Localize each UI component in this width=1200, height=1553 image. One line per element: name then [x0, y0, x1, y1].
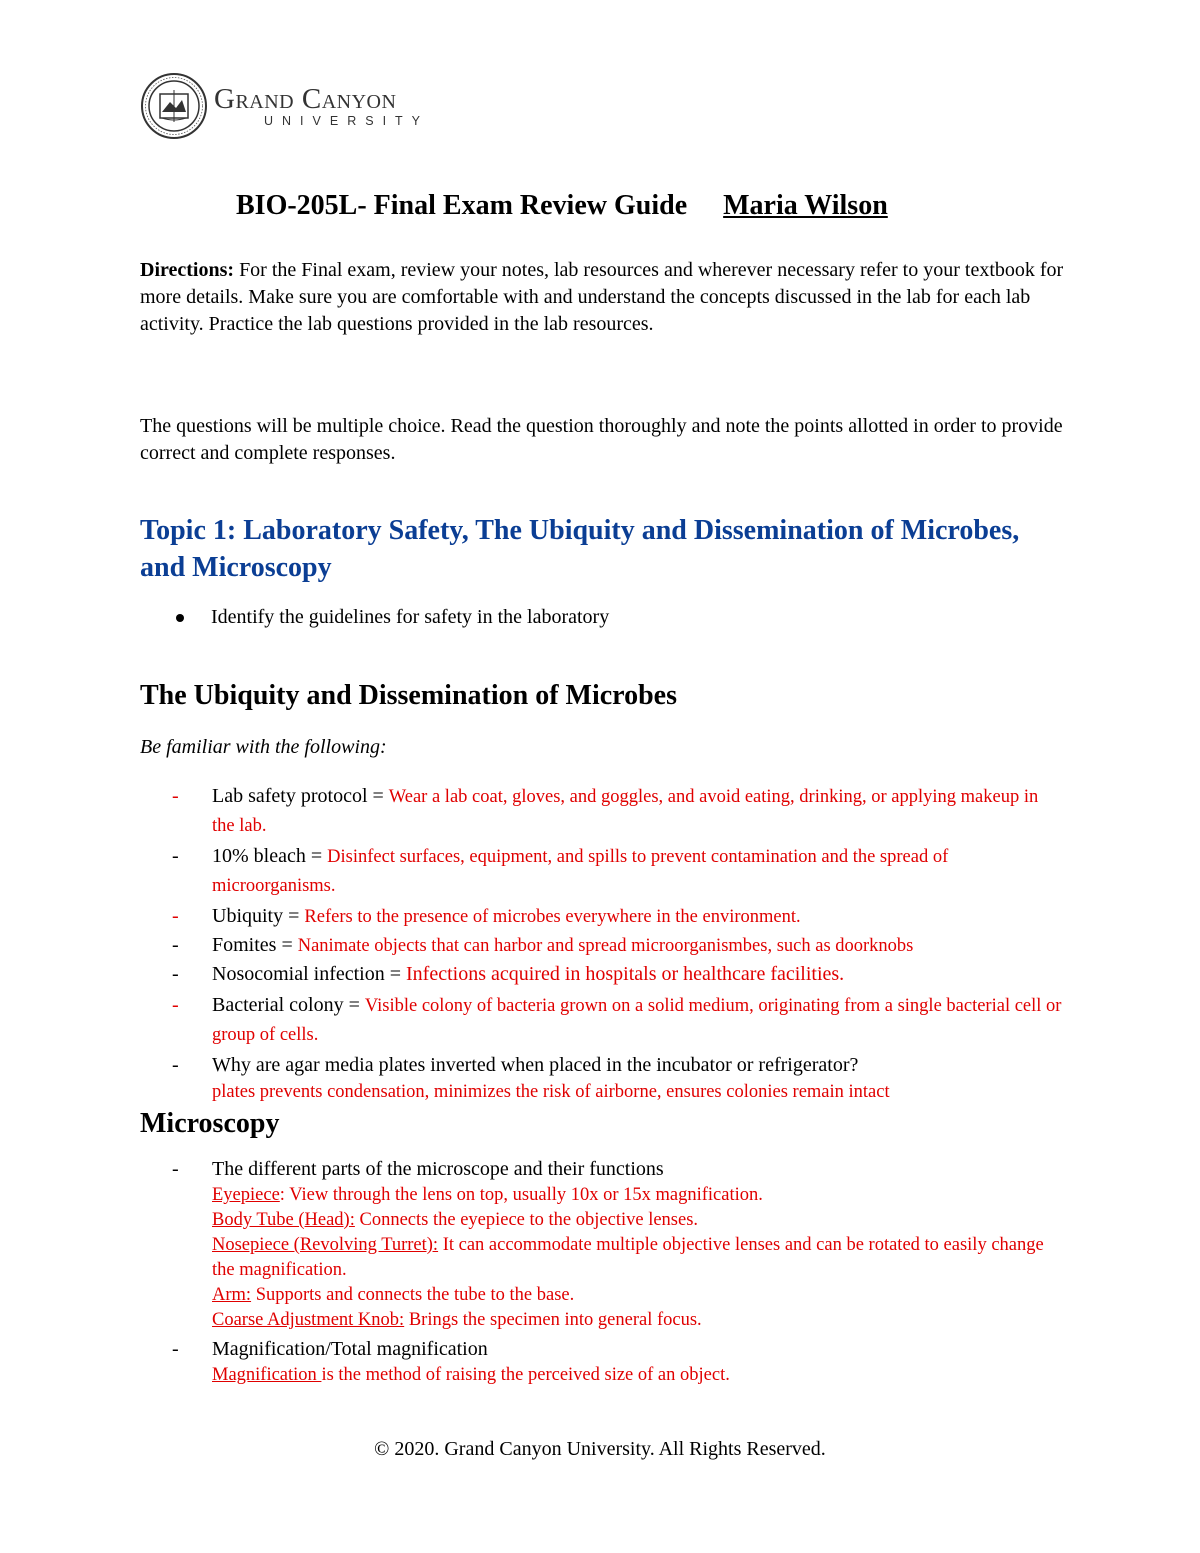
item-term: Fomites =: [212, 934, 298, 956]
topic-heading: [140, 512, 1040, 586]
dash-marker: -: [172, 1054, 179, 1076]
part-line: [212, 1283, 1062, 1308]
part-label: Coarse Adjustment Knob:: [212, 1310, 405, 1330]
item-term: Lab safety protocol =: [212, 785, 389, 807]
dash-marker: -: [172, 934, 179, 956]
item-answer: Infections acquired in hospitals or healthcare facilities.: [406, 963, 845, 985]
university-logo: [140, 72, 429, 140]
part-label: Body Tube (Head):: [212, 1210, 355, 1230]
part-line: [212, 1183, 1062, 1208]
list-item: [172, 991, 1062, 1049]
part-label: Eyepiece: [212, 1185, 280, 1205]
logo-name: Grand Canyon: [214, 83, 397, 115]
dash-marker: -: [172, 963, 179, 985]
bullet-dot-icon: [176, 614, 184, 622]
part-text: : View through the lens on top, usually 10x or 15x magnification.: [279, 1185, 763, 1205]
list-item: [172, 931, 1062, 960]
part-line: [212, 1208, 1062, 1233]
directions-paragraph: [140, 257, 1065, 338]
list-item: [172, 782, 1062, 840]
section-intro: Be familiar with the following:: [140, 736, 387, 758]
ubiquity-list: [172, 782, 1062, 1105]
item-answer: Wear a lab coat, gloves, and goggles, and avoid eating, drinking, or applying makeup in the lab.: [212, 787, 1039, 836]
item-question: Why are agar media plates inverted when placed in the incubator or refrigerator?: [212, 1054, 859, 1076]
directions-text: For the Final exam, review your notes, lab resources and wherever necessary refer to your textbook for more details. Make sure you are comfortable with and understand the concepts discussed in the lab for each lab activity. Practice the lab questions provided in the lab resources.: [140, 259, 1064, 335]
topic-bullet: [176, 606, 609, 629]
part-text: Connects the eyepiece to the objective lenses.: [354, 1210, 699, 1230]
university-seal-icon: [140, 72, 208, 140]
list-item: [172, 1335, 1062, 1388]
list-item: [172, 1155, 1062, 1333]
mag-label: Magnification: [212, 1365, 322, 1385]
dash-marker: -: [172, 785, 179, 807]
microscopy-list: [172, 1155, 1062, 1388]
footer-copyright: © 2020. Grand Canyon University. All Rights Reserved.: [374, 1438, 826, 1460]
part-text: Supports and connects the tube to the base.: [251, 1285, 575, 1305]
topic-heading-text: Topic 1: Laboratory Safety, The Ubiquity and Dissemination of Microbes, and Microscopy: [140, 515, 1020, 583]
directions-label: Directions:: [140, 259, 235, 281]
item-term: Bacterial colony =: [212, 994, 365, 1016]
dash-marker: -: [172, 1158, 179, 1180]
item-text: The different parts of the microscope and their functions: [212, 1158, 664, 1180]
document-title: [236, 190, 888, 222]
list-item: [172, 902, 1062, 931]
item-term: Nosocomial infection =: [212, 963, 407, 985]
topic-bullet-text: Identify the guidelines for safety in the laboratory: [211, 606, 610, 628]
author-name: Maria Wilson: [723, 190, 888, 221]
part-text: It can accommodate multiple objective lenses and can be rotated to easily change the magnification.: [212, 1235, 1044, 1280]
section-heading-microscopy: Microscopy: [140, 1108, 280, 1139]
course-title: BIO-205L- Final Exam Review Guide: [236, 190, 688, 221]
dash-marker: -: [172, 845, 179, 867]
item-term: 10% bleach =: [212, 845, 328, 867]
dash-marker: -: [172, 905, 179, 927]
item-answer: Nanimate objects that can harbor and spread microorganismbes, such as doorknobs: [297, 936, 914, 956]
magnification-definition: [212, 1363, 1062, 1388]
mag-text: is the method of raising the perceived size of an object.: [321, 1365, 730, 1385]
item-term: Ubiquity =: [212, 905, 305, 927]
dash-marker: -: [172, 1338, 179, 1360]
section-heading-ubiquity: The Ubiquity and Dissemination of Microbes: [140, 680, 677, 711]
part-line: [212, 1308, 1062, 1333]
list-item: [172, 842, 1062, 900]
dash-marker: -: [172, 994, 179, 1016]
microscope-parts: [212, 1183, 1062, 1333]
questions-note: The questions will be multiple choice. Read the question thoroughly and note the points allotted in order to provide correct and complete responses.: [140, 415, 1063, 464]
item-text: Magnification/Total magnification: [212, 1338, 488, 1360]
list-item: [172, 1051, 1062, 1105]
part-text: Brings the specimen into general focus.: [404, 1310, 702, 1330]
item-answer: plates prevents condensation, minimizes the risk of airborne, ensures colonies remain intact: [212, 1082, 890, 1102]
part-label: Nosepiece (Revolving Turret):: [212, 1235, 439, 1255]
part-line: [212, 1233, 1062, 1283]
logo-subtitle: UNIVERSITY: [264, 114, 430, 128]
part-label: Arm:: [212, 1285, 252, 1305]
item-answer: Visible colony of bacteria grown on a solid medium, originating from a single bacterial cell or group of cells.: [212, 996, 1062, 1045]
list-item: [172, 960, 1062, 988]
item-answer: Refers to the presence of microbes everywhere in the environment.: [304, 907, 801, 927]
item-answer: Disinfect surfaces, equipment, and spills to prevent contamination and the spread of microorganisms.: [212, 847, 949, 896]
